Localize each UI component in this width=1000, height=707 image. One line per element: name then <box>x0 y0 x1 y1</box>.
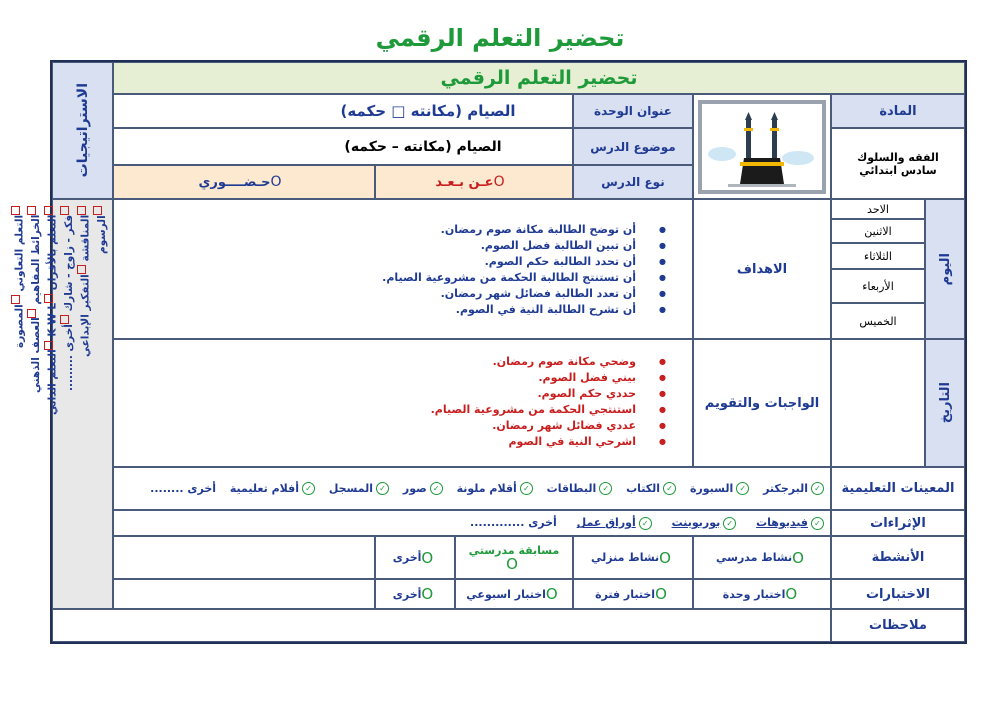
checkbox[interactable] <box>11 295 20 304</box>
date-label-cell <box>925 339 965 467</box>
strategies-col1: التعلم التعاوني المصورة <box>11 206 28 604</box>
radio-circle[interactable]: O <box>270 174 282 190</box>
kaaba-icon <box>698 100 826 194</box>
grade-value: سادس ابتدائي <box>859 163 937 177</box>
day-row[interactable]: الثلاثاء <box>831 243 925 269</box>
tests-empty-cell <box>113 579 375 609</box>
lesson-type-label-cell <box>573 165 693 199</box>
check-icon: ✓ <box>520 482 533 495</box>
list-item: ● أن توضح الطالبة مكانة صوم رمضان. <box>382 222 650 238</box>
check-icon: ✓ <box>302 482 315 495</box>
list-item: ● أن تحدد الطالبة حكم الصوم. <box>382 254 650 270</box>
homework-list <box>431 354 672 450</box>
check-icon: ✓ <box>599 482 612 495</box>
checkbox[interactable] <box>77 206 86 215</box>
activity-item[interactable]: مسابقة مدرستي O <box>455 536 573 579</box>
list-item: ● أن تستنتج الطالبة الحكمة من مشروعية الصيام. <box>382 270 650 286</box>
checkbox[interactable] <box>28 309 37 318</box>
checkbox[interactable] <box>94 206 103 215</box>
presence-option: حـضــــوري <box>198 174 271 190</box>
notes-label: ملاحظات <box>869 618 927 633</box>
list-item: ● أن تشرح الطالبة النية في الصوم. <box>382 302 650 318</box>
kaaba-image-cell <box>693 94 831 199</box>
list-item: ● استنتجي الحكمة من مشروعية الصيام. <box>431 402 650 418</box>
list-item: ● عددي فضائل شهر رمضان. <box>431 418 650 434</box>
day-label-cell <box>925 199 965 339</box>
radio-circle[interactable]: O <box>421 548 434 567</box>
teaching-aid-item[interactable]: ✓صور <box>403 482 443 495</box>
enrichment-row <box>460 516 824 530</box>
tests-label: الاختبارات <box>865 586 930 602</box>
check-icon: ✓ <box>736 482 749 495</box>
homework-label-cell <box>693 339 831 467</box>
tests-label-cell <box>831 579 965 609</box>
teaching-aid-item[interactable]: ✓البطاقات <box>547 482 613 495</box>
lesson-topic-value-cell <box>113 128 573 165</box>
objectives-list <box>382 222 672 318</box>
checkbox[interactable] <box>44 341 53 350</box>
activity-item[interactable]: نشاط منزلي O <box>573 536 693 579</box>
test-item[interactable]: أخرى O <box>375 579 455 609</box>
strategies-label: الاستراتيجيات <box>74 83 91 178</box>
teaching-aid-item[interactable]: ✓الكتاب <box>626 482 676 495</box>
test-item[interactable]: اختبار اسبوعي O <box>455 579 573 609</box>
list-item: ● أن تبين الطالبة فضل الصوم. <box>382 238 650 254</box>
notes-input[interactable] <box>52 609 831 642</box>
teaching-aid-item[interactable]: أخرى ........ <box>150 481 217 495</box>
date-value-cell[interactable] <box>831 339 925 467</box>
enrichment-item[interactable]: أخرى ............. <box>470 516 557 530</box>
header-title: تحضير التعلم الرقمي <box>440 67 638 89</box>
list-item: ● بيني فضل الصوم. <box>431 370 650 386</box>
strategies-list <box>11 206 110 604</box>
list-item: ● وضحي مكانة صوم رمضان. <box>431 354 650 370</box>
activity-item[interactable]: أخرى O <box>375 536 455 579</box>
checkbox[interactable] <box>44 294 53 303</box>
remote-option: عـن بـعـد <box>435 174 494 190</box>
teaching-aids-cell <box>113 467 831 510</box>
unit-label-cell <box>573 94 693 128</box>
day-row[interactable]: الأربعاء <box>831 269 925 303</box>
checkbox[interactable] <box>61 206 70 215</box>
strategies-col4: فكر - زاوج - شارك أخرى ......... <box>61 206 78 604</box>
lesson-type-remote-cell[interactable] <box>375 165 573 199</box>
unit-value-cell <box>113 94 573 128</box>
enrichment-label-cell <box>831 510 965 536</box>
strategies-col6: الرسوم <box>94 206 111 604</box>
teaching-aid-item[interactable]: ✓البرجكتر <box>763 482 824 495</box>
objectives-label: الاهداف <box>736 261 788 277</box>
activity-item[interactable]: نشاط مدرسي O <box>693 536 831 579</box>
check-icon: ✓ <box>430 482 443 495</box>
radio-circle[interactable]: O <box>506 554 518 573</box>
strategies-col2: الخرائط المفاهيم العصف الذهني <box>28 206 45 604</box>
unit-label: عنوان الوحدة <box>594 104 672 118</box>
check-icon: ✓ <box>663 482 676 495</box>
teaching-aids-row <box>140 482 824 496</box>
radio-circle[interactable]: O <box>545 585 558 603</box>
day-row[interactable]: الاحد <box>831 199 925 219</box>
objectives-label-cell <box>693 199 831 339</box>
strategies-col5: المناقشة التفكير الإبداعي <box>77 206 94 604</box>
test-item[interactable]: اختبار فترة O <box>573 579 693 609</box>
checkbox[interactable] <box>61 315 70 324</box>
teaching-aids-label: المعينات التعليمية <box>841 481 955 496</box>
subject-value: الفقه والسلوك <box>857 150 939 164</box>
enrichment-item[interactable]: ✓فيديوهات <box>756 516 824 529</box>
activities-label-cell <box>831 536 965 579</box>
radio-circle[interactable]: O <box>792 548 804 567</box>
enrichment-label: الإثراءات <box>870 515 926 531</box>
lesson-topic-label-cell <box>573 128 693 165</box>
lesson-type-presence-cell[interactable] <box>113 165 375 199</box>
subject-label: المادة <box>879 103 917 119</box>
enrichment-item[interactable]: ✓بوربوينت <box>672 516 737 529</box>
day-label: اليوم <box>937 252 953 286</box>
teaching-aids-label-cell <box>831 467 965 510</box>
list-item: ● أن تعدد الطالبة فضائل شهر رمضان. <box>382 286 650 302</box>
header-title-bar <box>113 62 965 94</box>
lesson-topic-value: الصيام (مكانته – حكمه) <box>344 138 502 155</box>
checkbox[interactable] <box>44 206 53 215</box>
strategies-header <box>52 62 113 199</box>
check-icon: ✓ <box>811 517 824 530</box>
date-label: التاريخ <box>937 382 953 424</box>
test-item[interactable]: اختبار وحدة O <box>693 579 831 609</box>
checkbox[interactable] <box>77 265 86 274</box>
teaching-aid-item[interactable]: ✓السبورة <box>690 482 749 495</box>
homework-label: الواجبات والتقويم <box>704 395 820 411</box>
checkbox[interactable] <box>11 206 20 215</box>
teaching-aid-item[interactable]: ✓أقلام ملونة <box>457 482 533 495</box>
radio-circle[interactable]: O <box>785 585 798 603</box>
day-row[interactable]: الخميس <box>831 303 925 339</box>
lesson-type-label: نوع الدرس <box>601 175 665 189</box>
activities-label: الأنشطة <box>871 550 925 565</box>
check-icon: ✓ <box>639 517 652 530</box>
teaching-aid-item[interactable]: ✓أفلام تعليمية <box>230 482 315 495</box>
teaching-aid-item[interactable]: ✓المسجل <box>329 482 389 495</box>
check-icon: ✓ <box>811 482 824 495</box>
radio-circle[interactable]: O <box>659 548 671 567</box>
strategies-panel <box>13 199 113 609</box>
list-item: ● حددي حكم الصوم. <box>431 386 650 402</box>
activities-empty-cell <box>113 536 375 579</box>
strategies-col3: التعلم بالأقران K W L التعلم الذاتي <box>44 206 61 604</box>
radio-circle[interactable]: O <box>493 174 505 190</box>
checkbox[interactable] <box>28 206 37 215</box>
notes-label-cell <box>831 609 965 642</box>
unit-value: الصيام (مكانته □ حكمه) <box>340 102 516 120</box>
page-title: تحضير التعلم الرقمي <box>375 24 625 52</box>
enrichment-item[interactable]: ✓أوراق عمل <box>577 516 652 529</box>
radio-circle[interactable]: O <box>655 585 667 603</box>
enrichment-cell <box>113 510 831 536</box>
lesson-topic-label: موضوع الدرس <box>590 139 676 154</box>
list-item: ● اشرحي النية في الصوم <box>431 434 650 450</box>
homework-cell <box>113 339 693 467</box>
check-icon: ✓ <box>376 482 389 495</box>
radio-circle[interactable]: O <box>421 585 434 603</box>
objectives-cell <box>113 199 693 339</box>
subject-label-cell <box>831 94 965 128</box>
check-icon: ✓ <box>723 517 736 530</box>
day-row[interactable]: الاثنين <box>831 219 925 243</box>
subject-value-cell <box>831 128 965 199</box>
